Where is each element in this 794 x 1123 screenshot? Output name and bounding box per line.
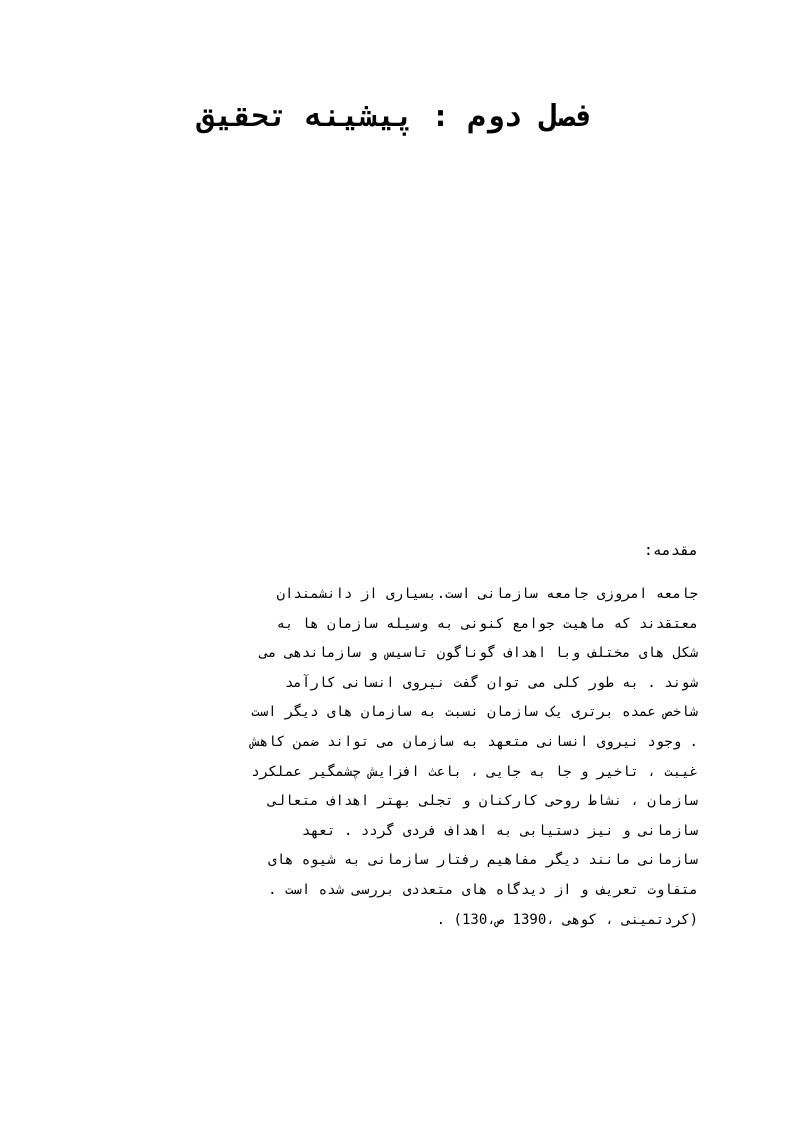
body-line: معتقدند که ماهیت جوامع کنونی به وسیله سازمان ها به xyxy=(276,615,698,632)
body-line: سازمان ، نشاط روحی کارکنان و تجلی بهتر اهداف متعالی xyxy=(268,793,698,810)
body-line: شکل های مختلف وبا اهداف گوناگون تاسیس و سازماندهی می xyxy=(259,645,698,662)
chapter-title: فصل دوم : پیشینه تحقیق xyxy=(196,99,594,134)
body-line: . وجود نیروی انسانی متعهد به سازمان می تواند ضمن کاهش xyxy=(251,733,698,750)
body-line: غیبت ، تاخیر و جا به جایی ، باعث افزایش چشمگیر عملکرد xyxy=(251,763,698,780)
citation-line: (کردتمینی ، کوهی ،1390 ص،130) . xyxy=(436,911,698,928)
body-line: شوند . به طور کلی می توان گفت نیروی انسانی کارآمد xyxy=(284,674,698,691)
body-line: سازمانی و نیز دستیابی به اهداف فردی گردد . تعهد xyxy=(301,822,698,839)
section-heading-introduction: مقدمه: xyxy=(643,541,698,559)
body-line: متفاوت تعریف و از دیدگاه های متعددی بررسی شده است . xyxy=(268,881,698,898)
body-paragraph xyxy=(88,580,698,935)
body-line: شاخص عمده برتری یک سازمان نسبت به سازمان های دیگر است xyxy=(251,704,698,721)
body-line: سازمانی مانند دیگر مفاهیم رفتار سازمانی به شیوه های xyxy=(268,852,698,869)
body-line: جامعه امروزی جامعه سازمانی است.بسیاری از دانشمندان xyxy=(276,586,698,602)
